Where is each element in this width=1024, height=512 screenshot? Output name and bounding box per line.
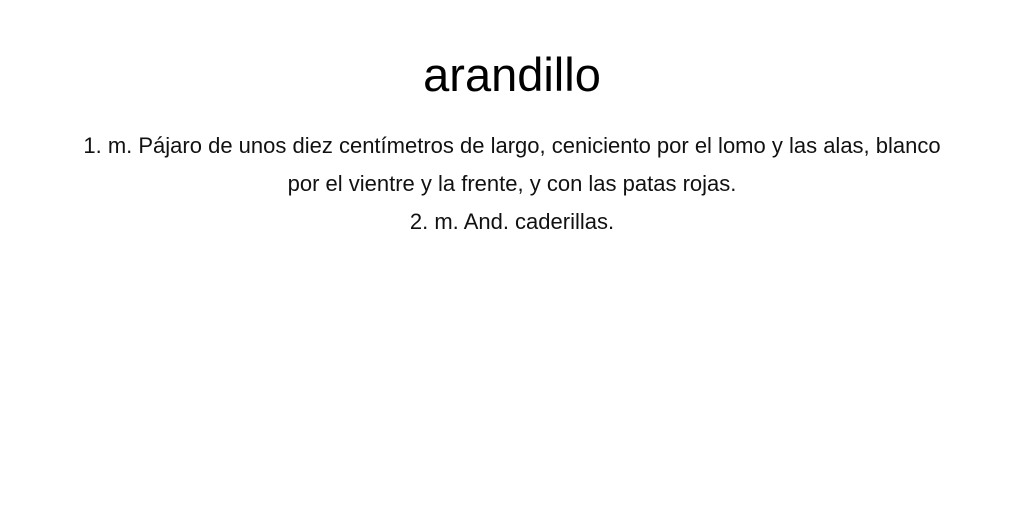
definition-list <box>80 127 944 241</box>
entry-headword: arandillo <box>423 48 601 101</box>
definition-sense-1: 1. m. Pájaro de unos diez centímetros de largo, ceniciento por el lomo y las alas, blanco por el vientre y la frente, y con las patas rojas. <box>83 133 941 196</box>
definition-sense-2: 2. m. And. caderillas. <box>409 209 615 234</box>
